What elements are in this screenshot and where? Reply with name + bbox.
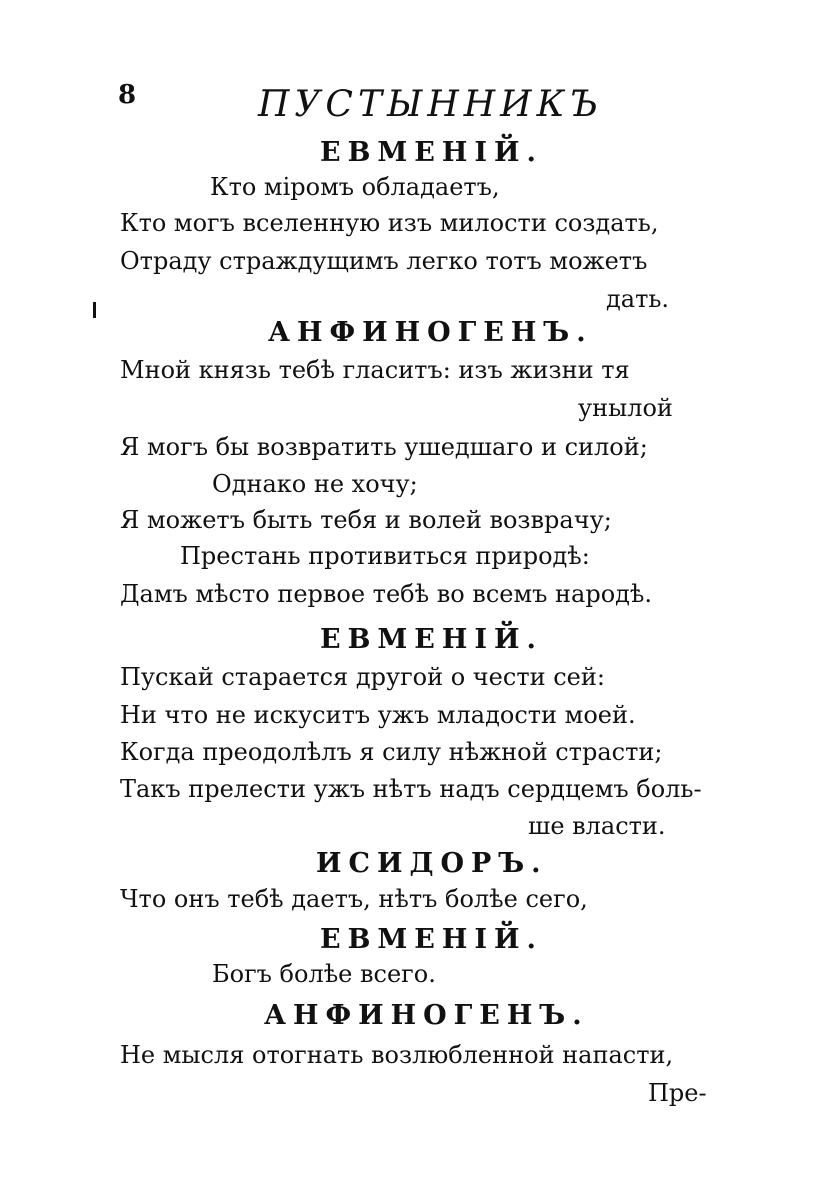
page-number: 8 — [118, 80, 137, 110]
speaker-name: ИСИДОРЪ. — [316, 848, 548, 879]
catchword: Пре- — [648, 1079, 707, 1107]
verse-line: Я можетъ быть тебя и волей возврачу; — [120, 506, 612, 534]
speaker-name: ЕВМЕНІЙ. — [320, 924, 543, 955]
speaker-name: АНФИНОГЕНЪ. — [268, 317, 593, 348]
speaker-name: ЕВМЕНІЙ. — [320, 624, 543, 655]
verse-line: Однако не хочу; — [212, 470, 418, 498]
verse-line: Я могъ бы возвратить ушедшаго и силой; — [120, 433, 648, 461]
verse-line: Отраду страждущимъ легко тотъ можетъ — [120, 247, 648, 275]
verse-line: Не мысля отогнать возлюбленной напасти, — [120, 1041, 674, 1069]
verse-line: Такъ прелести ужъ нѣтъ надъ сердцемъ боль- — [120, 775, 702, 803]
verse-line: Кто могъ вселенную изъ милости создать, — [120, 209, 659, 237]
running-title: ПУСТЫННИКЪ — [258, 84, 604, 125]
speaker-name: АНФИНОГЕНЪ. — [264, 1000, 589, 1031]
verse-line: Богъ болѣе всего. — [212, 960, 436, 988]
verse-line: Дамъ мѣсто первое тебѣ во всемъ народѣ. — [120, 580, 653, 608]
verse-line-runover: унылой — [578, 394, 673, 422]
verse-line: Пускай старается другой о чести сей: — [120, 663, 605, 691]
verse-line: Мной князь тебѣ гласитъ: изъ жизни тя — [120, 356, 630, 384]
verse-line: Что онъ тебѣ даетъ, нѣтъ болѣе сего, — [120, 885, 588, 913]
verse-line-runover: дать. — [606, 285, 670, 313]
verse-line: Ни что не искуситъ ужъ младости моей. — [120, 701, 636, 729]
margin-mark — [93, 302, 96, 318]
verse-line-runover: ше власти. — [528, 812, 666, 840]
verse-line: Кто міромъ обладаетъ, — [210, 173, 500, 201]
verse-line: Престань противиться природѣ: — [180, 542, 590, 570]
verse-line: Когда преодолѣлъ я силу нѣжной страсти; — [120, 738, 663, 766]
speaker-name: ЕВМЕНІЙ. — [320, 137, 543, 168]
